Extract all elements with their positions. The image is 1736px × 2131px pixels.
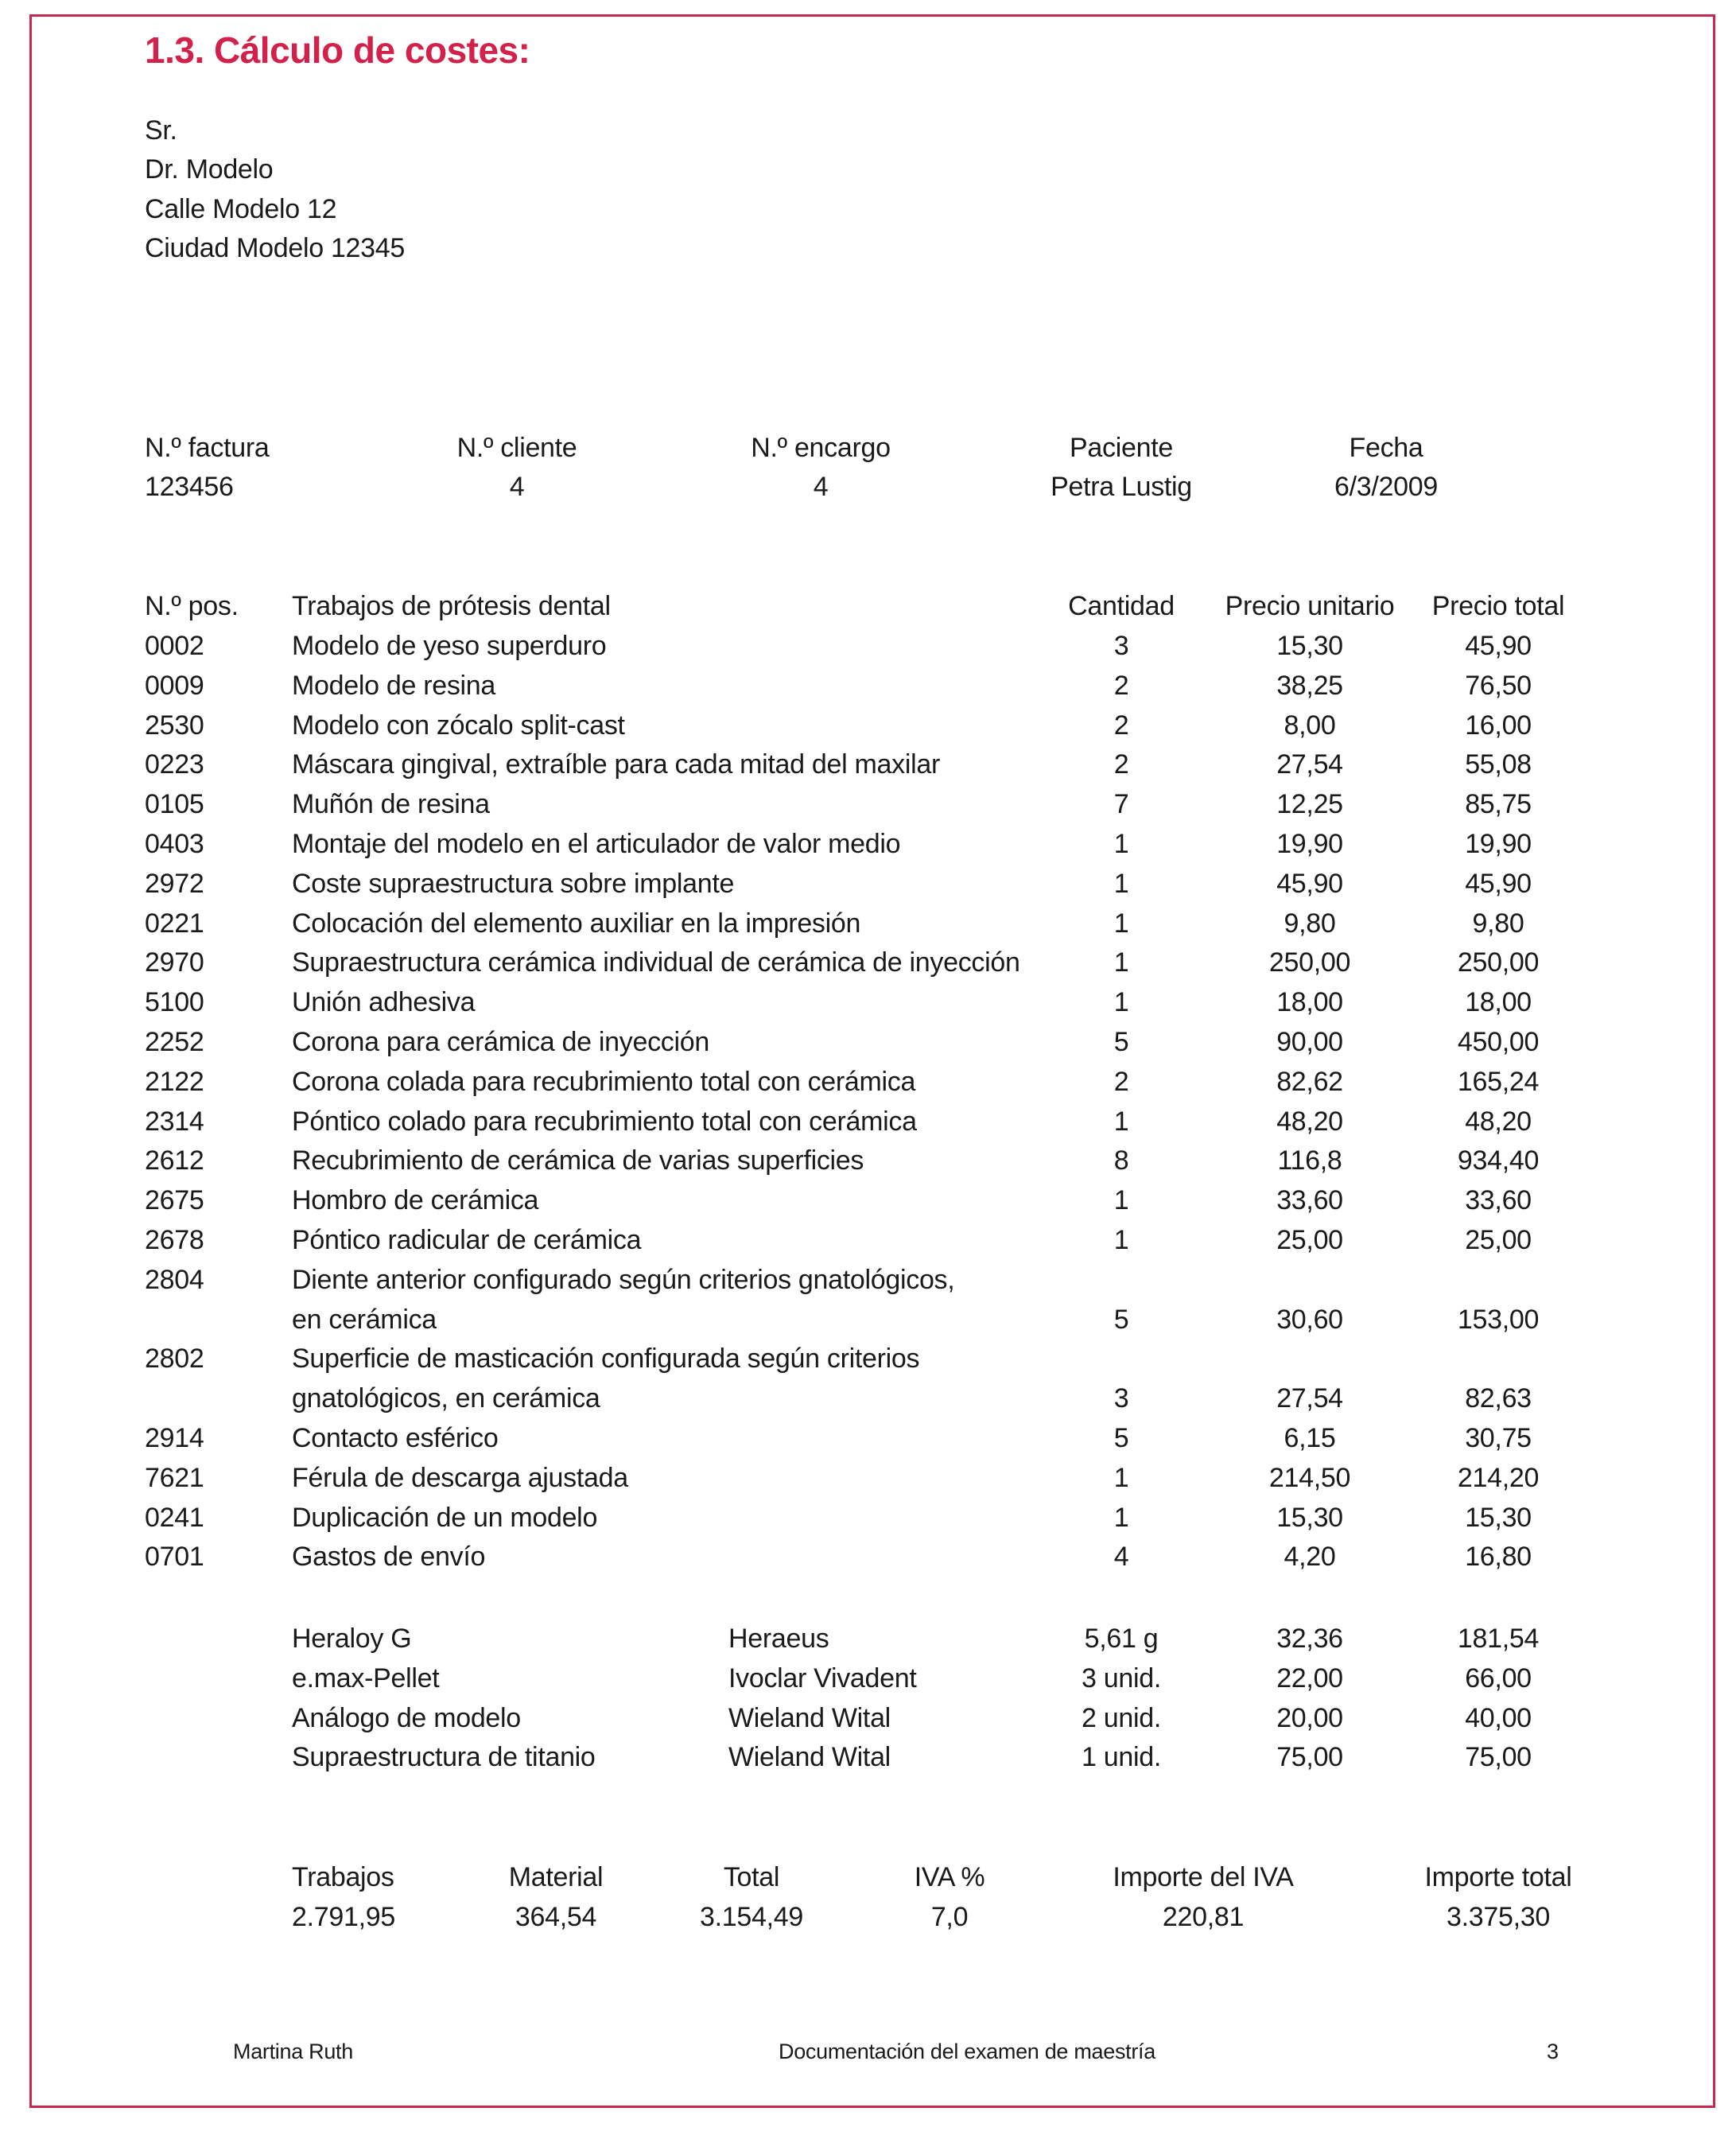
summary-header-grand-total: Importe total xyxy=(1424,1862,1572,1892)
row-total-price: 165,24 xyxy=(1457,1066,1540,1097)
summary-header-total: Total xyxy=(723,1862,780,1892)
material-total-price: 66,00 xyxy=(1465,1662,1532,1694)
material-total-price: 40,00 xyxy=(1465,1702,1532,1733)
material-quantity: 2 unid. xyxy=(1082,1702,1161,1733)
material-quantity: 1 unid. xyxy=(1082,1742,1161,1773)
row-description: Férula de descarga ajustada xyxy=(292,1462,628,1493)
row-quantity: 1 xyxy=(1113,947,1129,978)
row-total-price: 18,00 xyxy=(1465,987,1532,1018)
row-pos: 0403 xyxy=(145,829,204,859)
row-unit-price: 214,50 xyxy=(1268,1462,1351,1493)
row-total-price: 16,80 xyxy=(1465,1542,1532,1573)
row-quantity: 5 xyxy=(1113,1027,1129,1057)
row-pos: 0241 xyxy=(145,1502,204,1533)
row-quantity: 3 xyxy=(1113,631,1129,661)
row-quantity: 4 xyxy=(1113,1542,1129,1573)
col-header-total-price: Precio total xyxy=(1431,591,1565,621)
row-quantity: 1 xyxy=(1113,1185,1129,1216)
row-unit-price: 8,00 xyxy=(1284,710,1336,741)
meta-header-client-number: N.º cliente xyxy=(456,433,577,463)
row-description-continued: gnatológicos, en cerámica xyxy=(292,1383,600,1414)
row-total-price: 45,90 xyxy=(1465,631,1532,661)
col-header-description: Trabajos de prótesis dental xyxy=(292,591,611,621)
row-total-price: 25,00 xyxy=(1465,1225,1532,1255)
page-title: 1.3. Cálculo de costes: xyxy=(145,29,530,71)
row-total-price: 214,20 xyxy=(1457,1462,1540,1493)
row-pos: 0223 xyxy=(145,749,204,780)
meta-value-client-number: 4 xyxy=(509,472,525,502)
material-unit-price: 22,00 xyxy=(1276,1662,1343,1694)
material-quantity: 5,61 g xyxy=(1084,1624,1159,1654)
summary-header-vat-amount: Importe del IVA xyxy=(1113,1862,1294,1892)
row-description: Máscara gingival, extraíble para cada mitad del maxilar xyxy=(292,749,941,780)
material-total-price: 75,00 xyxy=(1465,1742,1532,1773)
row-unit-price: 6,15 xyxy=(1284,1423,1336,1453)
row-pos: 2678 xyxy=(145,1225,204,1255)
material-manufacturer: Heraeus xyxy=(728,1624,829,1654)
row-unit-price: 27,54 xyxy=(1276,749,1343,780)
row-description: Gastos de envío xyxy=(292,1542,486,1573)
row-description: Póntico colado para recubrimiento total con cerámica xyxy=(292,1106,917,1137)
meta-header-date: Fecha xyxy=(1349,433,1423,463)
row-unit-price: 27,54 xyxy=(1276,1383,1343,1414)
row-quantity: 2 xyxy=(1113,710,1129,741)
row-pos: 2914 xyxy=(145,1423,204,1453)
row-pos: 0221 xyxy=(145,908,204,939)
row-unit-price: 12,25 xyxy=(1276,789,1343,820)
row-description: Montaje del modelo en el articulador de valor medio xyxy=(292,829,901,859)
row-description: Modelo con zócalo split-cast xyxy=(292,710,625,741)
row-quantity: 1 xyxy=(1113,1225,1129,1255)
row-unit-price: 18,00 xyxy=(1276,987,1343,1018)
row-quantity: 1 xyxy=(1113,1462,1129,1493)
row-total-price: 19,90 xyxy=(1465,829,1532,859)
row-unit-price: 15,30 xyxy=(1276,1502,1343,1533)
col-header-quantity: Cantidad xyxy=(1068,591,1175,621)
row-quantity: 2 xyxy=(1113,1066,1129,1097)
row-pos: 7621 xyxy=(145,1462,204,1493)
col-header-pos: N.º pos. xyxy=(145,591,239,621)
meta-value-date: 6/3/2009 xyxy=(1334,472,1438,502)
meta-value-patient: Petra Lustig xyxy=(1051,472,1192,502)
material-manufacturer: Ivoclar Vivadent xyxy=(728,1662,917,1694)
row-quantity: 2 xyxy=(1113,670,1129,701)
row-pos: 0009 xyxy=(145,670,204,701)
row-quantity: 1 xyxy=(1113,908,1129,939)
page-border xyxy=(29,14,1715,2108)
material-manufacturer: Wieland Wital xyxy=(728,1702,891,1733)
row-total-price: 45,90 xyxy=(1465,868,1532,899)
row-description: Póntico radicular de cerámica xyxy=(292,1225,642,1255)
row-quantity: 1 xyxy=(1113,868,1129,899)
row-description: Supraestructura cerámica individual de cerámica de inyección xyxy=(292,947,1020,978)
address-line-city: Ciudad Modelo 12345 xyxy=(145,233,405,263)
material-name: Heraloy G xyxy=(292,1624,412,1654)
footer-page-number: 3 xyxy=(1547,2040,1559,2063)
material-manufacturer: Wieland Wital xyxy=(728,1742,891,1773)
row-unit-price: 38,25 xyxy=(1276,670,1343,701)
row-description: Superficie de masticación configurada según criterios xyxy=(292,1344,920,1375)
material-unit-price: 20,00 xyxy=(1276,1702,1343,1733)
row-unit-price: 33,60 xyxy=(1276,1185,1343,1216)
row-pos: 2314 xyxy=(145,1106,204,1137)
row-quantity: 1 xyxy=(1113,987,1129,1018)
summary-header-vat-percent: IVA % xyxy=(914,1862,985,1892)
row-total-price: 30,75 xyxy=(1465,1423,1532,1453)
row-unit-price: 15,30 xyxy=(1276,631,1343,661)
row-quantity: 1 xyxy=(1113,829,1129,859)
row-description: Colocación del elemento auxiliar en la impresión xyxy=(292,908,861,939)
row-description: Recubrimiento de cerámica de varias superficies xyxy=(292,1145,864,1176)
row-total-price: 82,63 xyxy=(1465,1383,1532,1414)
row-unit-price: 82,62 xyxy=(1276,1066,1343,1097)
meta-value-order-number: 4 xyxy=(813,472,829,502)
row-pos: 2802 xyxy=(145,1344,204,1375)
row-unit-price: 30,60 xyxy=(1276,1304,1343,1335)
summary-value-total: 3.154,49 xyxy=(700,1902,803,1932)
row-quantity: 1 xyxy=(1113,1502,1129,1533)
material-total-price: 181,54 xyxy=(1457,1624,1540,1654)
row-description: Modelo de resina xyxy=(292,670,496,701)
summary-value-material: 364,54 xyxy=(515,1902,597,1932)
row-total-price: 76,50 xyxy=(1465,670,1532,701)
row-unit-price: 19,90 xyxy=(1276,829,1343,859)
address-line-street: Calle Modelo 12 xyxy=(145,194,337,224)
row-unit-price: 116,8 xyxy=(1277,1145,1342,1176)
row-unit-price: 90,00 xyxy=(1276,1027,1343,1057)
row-total-price: 934,40 xyxy=(1457,1145,1540,1176)
material-name: Análogo de modelo xyxy=(292,1702,521,1733)
row-quantity: 8 xyxy=(1113,1145,1129,1176)
row-description: Contacto esférico xyxy=(292,1423,499,1453)
row-description: Muñón de resina xyxy=(292,789,490,820)
col-header-unit-price: Precio unitario xyxy=(1225,591,1395,621)
row-description: Corona para cerámica de inyección xyxy=(292,1027,709,1057)
material-name: Supraestructura de titanio xyxy=(292,1742,596,1773)
address-line-name: Dr. Modelo xyxy=(145,154,274,185)
row-pos: 0105 xyxy=(145,789,204,820)
summary-value-work: 2.791,95 xyxy=(292,1902,395,1932)
row-quantity: 7 xyxy=(1113,789,1129,820)
row-pos: 5100 xyxy=(145,987,204,1018)
summary-header-material: Material xyxy=(508,1862,604,1892)
row-unit-price: 250,00 xyxy=(1268,947,1351,978)
address-line-salutation: Sr. xyxy=(145,115,177,146)
row-quantity: 3 xyxy=(1113,1383,1129,1414)
row-pos: 2122 xyxy=(145,1066,204,1097)
meta-header-invoice-number: N.º factura xyxy=(145,433,270,463)
row-pos: 2530 xyxy=(145,710,204,741)
row-unit-price: 25,00 xyxy=(1276,1225,1343,1255)
row-quantity: 1 xyxy=(1113,1106,1129,1137)
row-pos: 2970 xyxy=(145,947,204,978)
row-total-price: 16,00 xyxy=(1465,710,1532,741)
row-pos: 0701 xyxy=(145,1542,204,1573)
meta-header-patient: Paciente xyxy=(1070,433,1173,463)
meta-value-invoice-number: 123456 xyxy=(145,472,234,502)
footer-document-title: Documentación del examen de maestría xyxy=(779,2040,1155,2063)
row-description: Duplicación de un modelo xyxy=(292,1502,598,1533)
row-pos: 0002 xyxy=(145,631,204,661)
row-description: Hombro de cerámica xyxy=(292,1185,539,1216)
row-quantity: 2 xyxy=(1113,749,1129,780)
row-unit-price: 45,90 xyxy=(1276,868,1343,899)
material-unit-price: 32,36 xyxy=(1276,1624,1343,1654)
row-total-price: 33,60 xyxy=(1465,1185,1532,1216)
meta-header-order-number: N.º encargo xyxy=(751,433,891,463)
row-total-price: 250,00 xyxy=(1457,947,1540,978)
row-unit-price: 9,80 xyxy=(1284,908,1336,939)
row-quantity: 5 xyxy=(1113,1304,1129,1335)
row-description-continued: en cerámica xyxy=(292,1304,437,1335)
row-pos: 2612 xyxy=(145,1145,204,1176)
row-description: Unión adhesiva xyxy=(292,987,476,1018)
row-description: Diente anterior configurado según criterios gnatológicos, xyxy=(292,1264,955,1295)
row-pos: 2675 xyxy=(145,1185,204,1216)
row-total-price: 450,00 xyxy=(1457,1027,1540,1057)
material-unit-price: 75,00 xyxy=(1276,1742,1343,1773)
row-pos: 2252 xyxy=(145,1027,204,1057)
row-description: Coste supraestructura sobre implante xyxy=(292,868,735,899)
row-pos: 2804 xyxy=(145,1264,204,1295)
summary-value-vat-percent: 7,0 xyxy=(930,1902,969,1932)
row-unit-price: 48,20 xyxy=(1276,1106,1343,1137)
row-pos: 2972 xyxy=(145,868,204,899)
row-total-price: 9,80 xyxy=(1472,908,1524,939)
summary-value-vat-amount: 220,81 xyxy=(1162,1902,1245,1932)
summary-value-grand-total: 3.375,30 xyxy=(1447,1902,1550,1932)
row-total-price: 85,75 xyxy=(1465,789,1532,820)
row-total-price: 48,20 xyxy=(1465,1106,1532,1137)
row-description: Modelo de yeso superduro xyxy=(292,631,607,661)
material-name: e.max-Pellet xyxy=(292,1662,440,1694)
material-quantity: 3 unid. xyxy=(1082,1662,1161,1694)
row-total-price: 15,30 xyxy=(1465,1502,1532,1533)
row-total-price: 55,08 xyxy=(1465,749,1532,780)
footer-author: Martina Ruth xyxy=(233,2040,353,2063)
row-total-price: 153,00 xyxy=(1457,1304,1540,1335)
summary-header-work: Trabajos xyxy=(292,1862,394,1892)
row-quantity: 5 xyxy=(1113,1423,1129,1453)
row-unit-price: 4,20 xyxy=(1284,1542,1336,1573)
row-description: Corona colada para recubrimiento total con cerámica xyxy=(292,1066,916,1097)
